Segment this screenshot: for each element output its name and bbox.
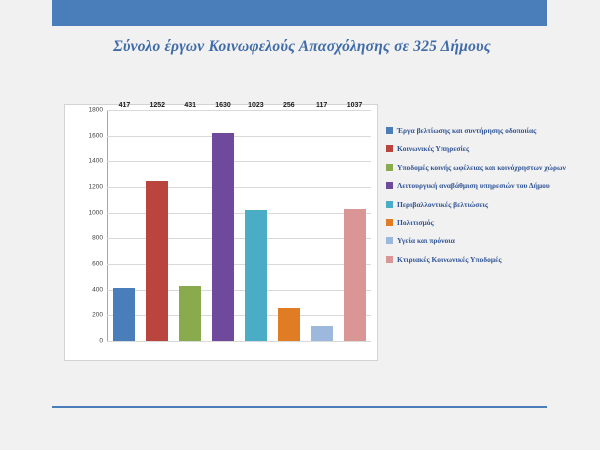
bar bbox=[278, 102, 300, 341]
legend-color-swatch bbox=[386, 145, 393, 152]
legend-item-label: Λειτουργική αναβάθμιση υπηρεσιών του Δήμου bbox=[397, 181, 550, 191]
legend-item-label: Κτιριακές Κοινωνικές Υποδομές bbox=[397, 254, 502, 264]
legend-color-swatch bbox=[386, 127, 393, 134]
bar-column bbox=[143, 102, 172, 341]
bar bbox=[146, 102, 168, 341]
legend-item bbox=[386, 200, 576, 209]
legend-color-swatch bbox=[386, 219, 393, 226]
y-axis-tick-label: 200 bbox=[92, 311, 103, 319]
legend-item bbox=[386, 236, 576, 245]
legend-color-swatch bbox=[386, 237, 393, 244]
legend-item bbox=[386, 218, 576, 227]
legend-item-label: Υγεία και πρόνοια bbox=[397, 236, 455, 246]
bar bbox=[179, 102, 201, 341]
bar-column bbox=[176, 102, 205, 341]
bar-value-label: 1252 bbox=[149, 102, 166, 109]
y-axis-tick-label: 400 bbox=[92, 286, 103, 294]
y-axis-tick-label: 0 bbox=[99, 337, 103, 345]
bar-value-label: 256 bbox=[282, 102, 295, 109]
legend-color-swatch bbox=[386, 182, 393, 189]
slide-top-bar bbox=[52, 0, 547, 26]
bar bbox=[245, 102, 267, 341]
legend-color-swatch bbox=[386, 256, 393, 263]
y-axis-tick-label: 1800 bbox=[88, 106, 103, 114]
bar-value-label: 431 bbox=[184, 102, 197, 109]
legend-item bbox=[386, 181, 576, 190]
y-axis-tick-label: 1200 bbox=[88, 183, 103, 191]
bar-column bbox=[209, 102, 238, 341]
bar-column bbox=[274, 102, 303, 341]
legend-color-swatch bbox=[386, 201, 393, 208]
chart-legend bbox=[386, 126, 576, 273]
bar bbox=[344, 102, 366, 342]
y-axis-tick-label: 1400 bbox=[88, 157, 103, 165]
y-axis-tick-label: 600 bbox=[92, 260, 103, 268]
bar-column bbox=[241, 102, 270, 341]
bar-value-label: 1630 bbox=[215, 102, 231, 109]
legend-item-label: Υποδομές κοινής ωφέλειας και κοινόχρηστων χώρων bbox=[397, 162, 566, 172]
bar bbox=[212, 102, 234, 341]
legend-color-swatch bbox=[386, 164, 393, 171]
legend-item-label: Έργα βελτίωσης και συντήρησης οδοποιίας bbox=[397, 126, 537, 135]
bar-value-label: 117 bbox=[316, 102, 328, 109]
gridline bbox=[99, 337, 371, 345]
bar-value-label: 417 bbox=[118, 102, 131, 109]
bar-value-label: 1037 bbox=[346, 102, 363, 109]
legend-item bbox=[386, 144, 576, 153]
legend-item bbox=[386, 163, 576, 172]
chart-plot-area bbox=[88, 102, 371, 345]
bar-column bbox=[307, 102, 336, 341]
legend-item-label: Κοινωνικές Υπηρεσίες bbox=[397, 144, 470, 154]
bar bbox=[113, 102, 135, 341]
bar-column bbox=[340, 102, 369, 341]
legend-item-label: Περιβαλλοντικές βελτιώσεις bbox=[397, 199, 489, 209]
y-axis-tick-label: 800 bbox=[92, 234, 103, 242]
chart-container bbox=[64, 104, 378, 361]
page-title: Σύνολο έργων Κοινωφελούς Απασχόλησης σε 325 Δήμους bbox=[113, 38, 491, 55]
bar-column bbox=[110, 102, 139, 341]
legend-item bbox=[386, 255, 576, 264]
bar-series bbox=[108, 102, 371, 341]
y-axis-tick-label: 1000 bbox=[88, 209, 103, 217]
legend-item-label: Πολιτισμός bbox=[397, 217, 434, 227]
legend-item bbox=[386, 126, 576, 135]
y-axis-tick-label: 1600 bbox=[88, 132, 103, 140]
bar bbox=[311, 102, 333, 341]
bar-value-label: 1023 bbox=[248, 102, 264, 109]
slide-bottom-rule bbox=[52, 406, 547, 408]
